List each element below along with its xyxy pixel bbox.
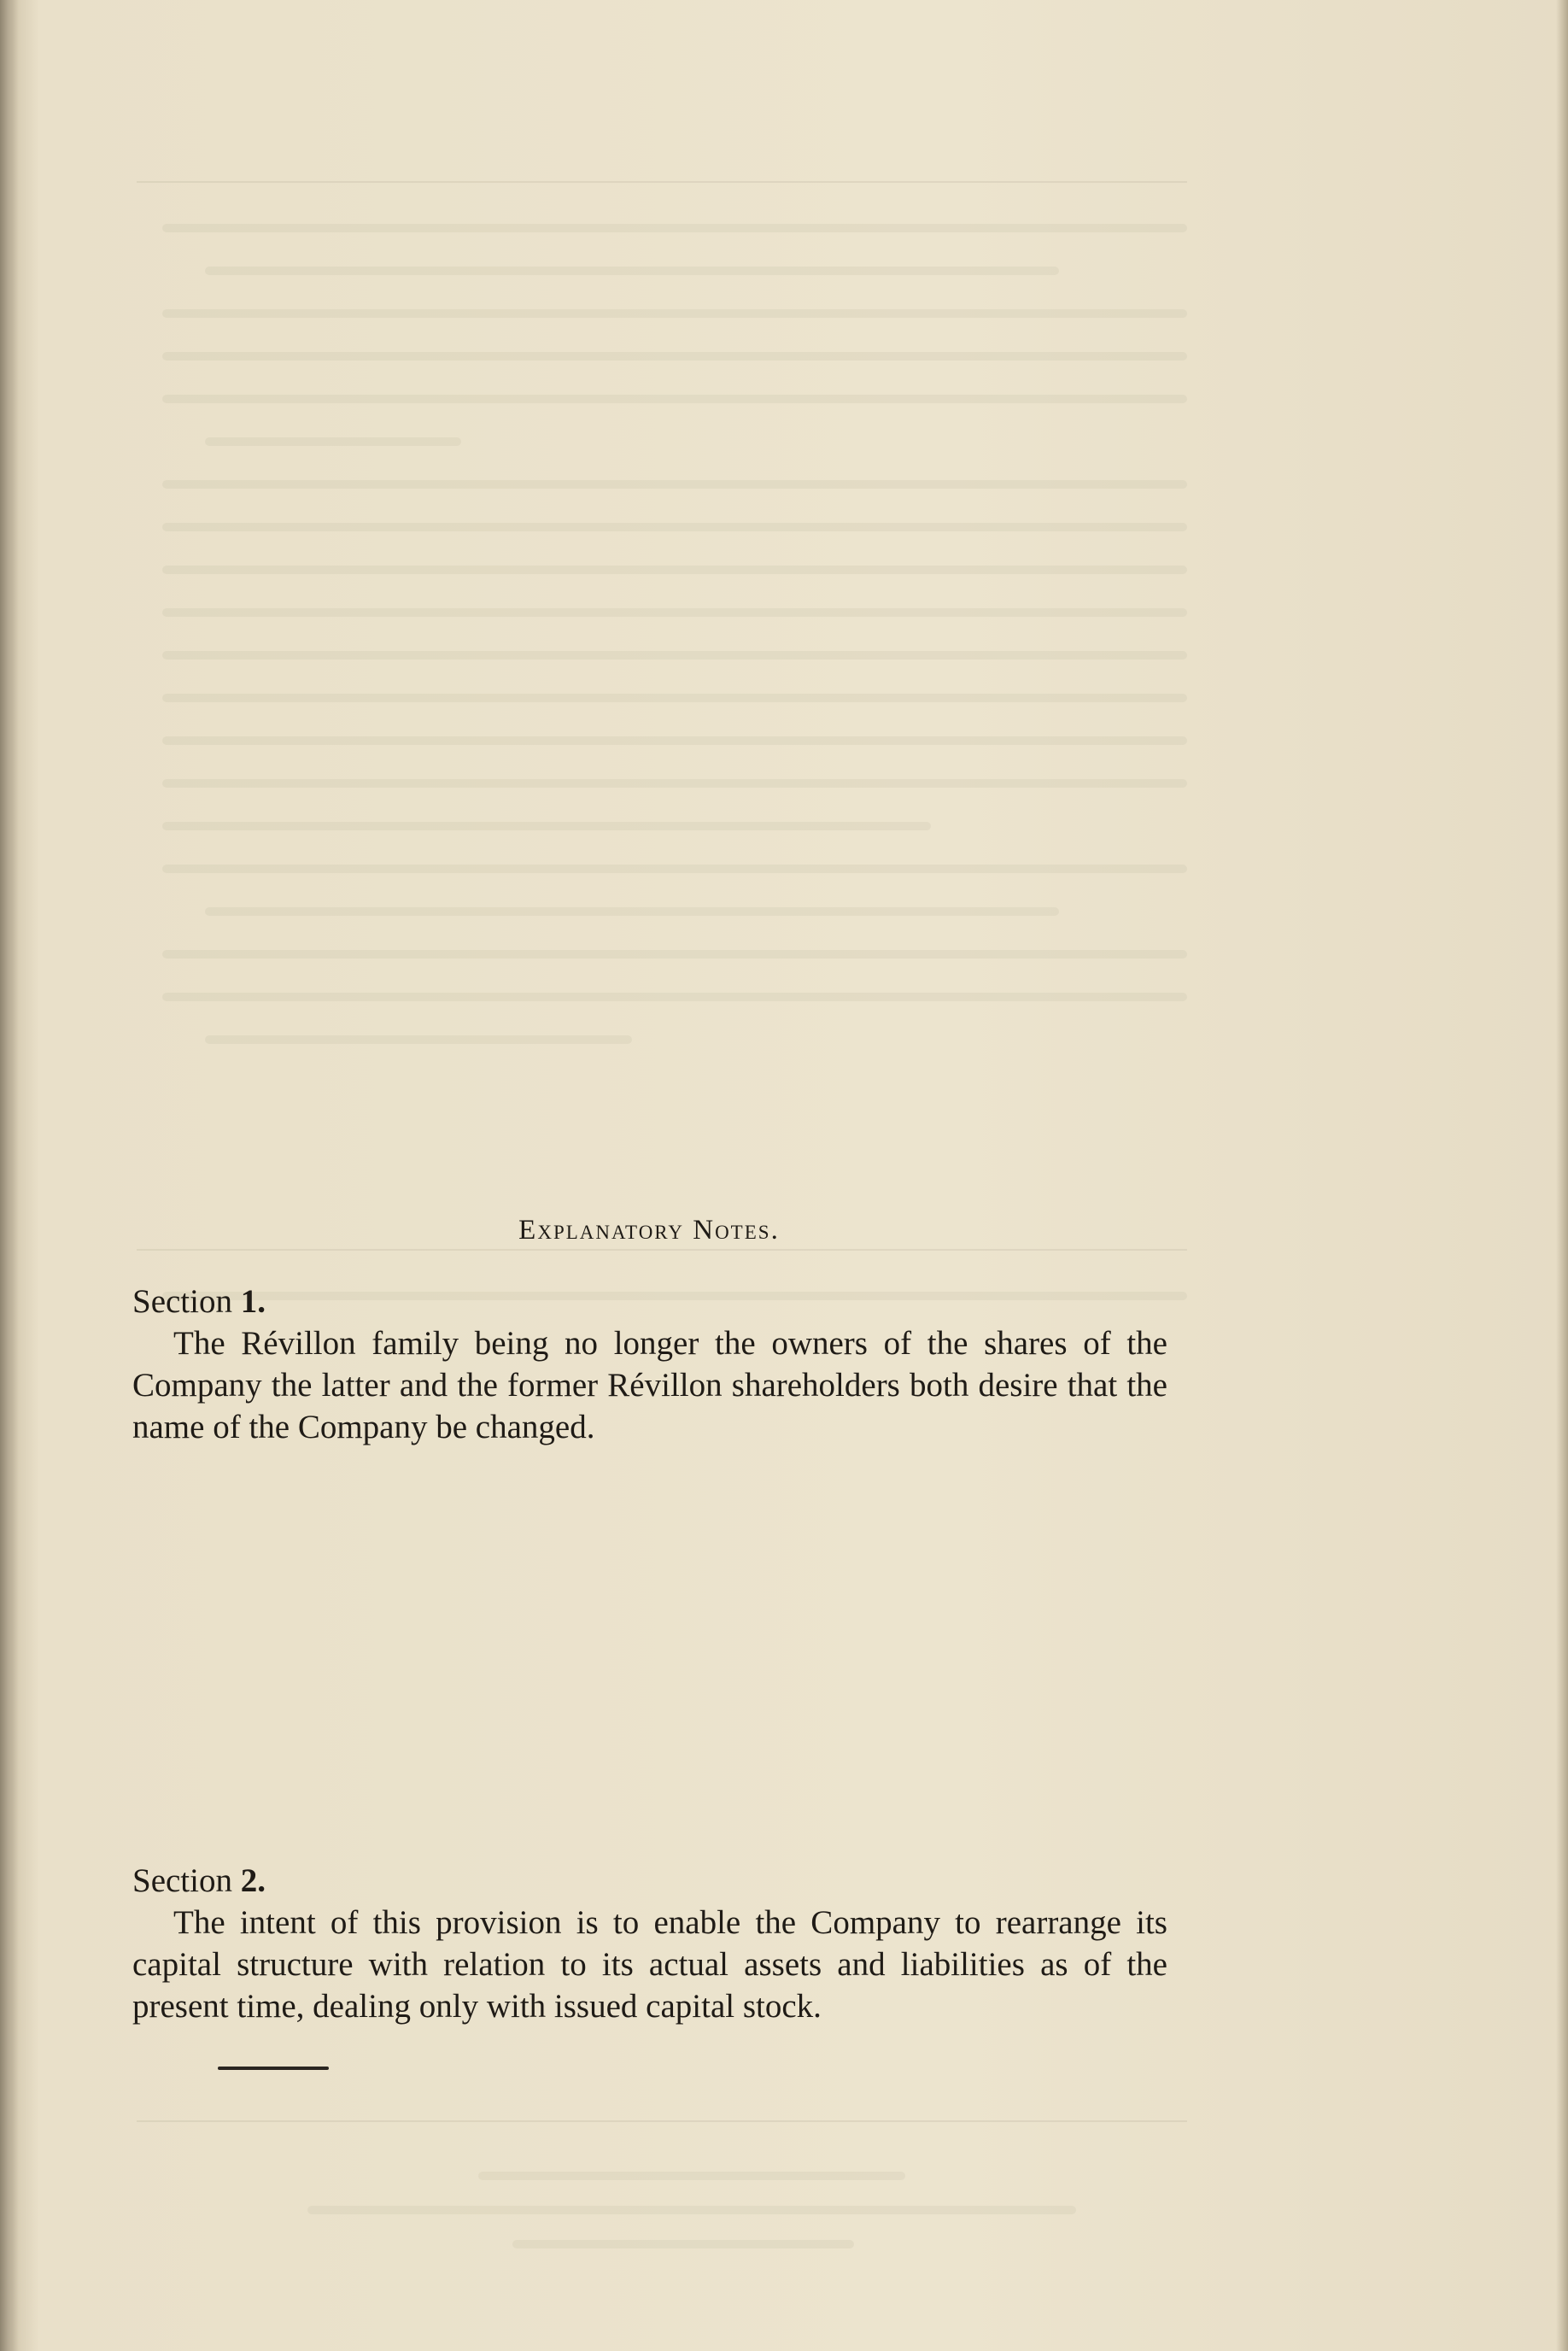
- section-1-number: 1.: [240, 1283, 266, 1320]
- page-binding-shadow: [0, 0, 19, 2351]
- section-1-heading: [132, 1281, 266, 1322]
- section-1-text: The Révillon family being no longer the owners of the shares of the Company the latter and the former Révillon shareholders both desire that the name of the Company be changed.: [132, 1325, 1167, 1445]
- page-title: Explanatory Notes.: [518, 1215, 780, 1246]
- section-2-heading: [132, 1861, 266, 1902]
- section-2-number: 2.: [240, 1862, 266, 1899]
- section-1-label: Section: [132, 1283, 232, 1320]
- section-2-label: Section: [132, 1862, 232, 1899]
- page-right-edge: [1556, 0, 1568, 2351]
- section-2-text: The intent of this provision is to enable the Company to rearrange its capital structure with relation to its actual assets and liabilities as of the present time, dealing only with issued capital stock.: [132, 1904, 1167, 2025]
- handwritten-underline: [218, 2067, 329, 2070]
